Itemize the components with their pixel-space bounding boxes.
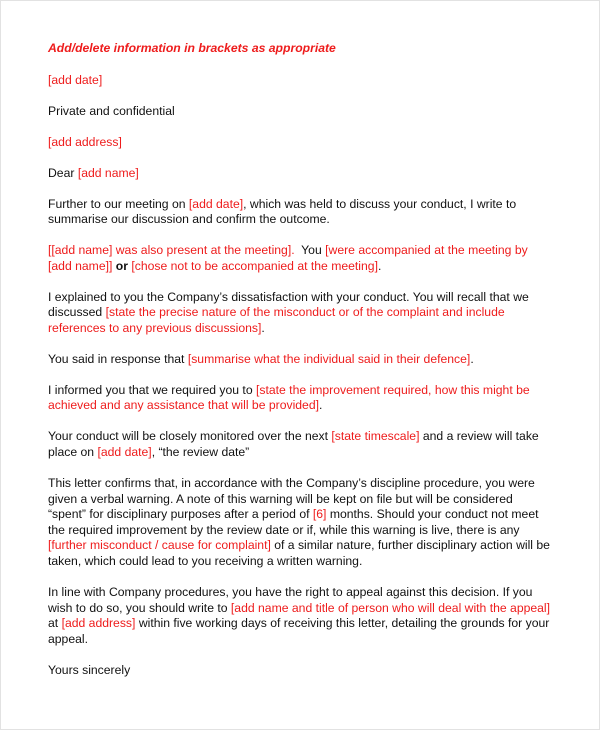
paragraph-line: given a verbal warning. A note of this warning will be kept on file but will be considered — [48, 491, 513, 506]
placeholder-defence-summary: [summarise what the individual said in their defence] — [187, 351, 471, 366]
paragraph-response — [48, 352, 548, 368]
text-run: . — [261, 320, 265, 335]
confidential-label: Private and confidential — [48, 103, 175, 118]
paragraph-warning — [48, 476, 548, 570]
paragraph-monitoring — [48, 429, 548, 460]
paragraph-line: the required improvement by the review date or if, while this warning is live, there is any — [48, 522, 520, 537]
letter-body — [48, 41, 551, 694]
text-run: , which was held to discuss your conduct, I write to — [243, 196, 517, 211]
placeholder-improvement: [state the improvement required, how this might be — [255, 382, 530, 397]
text-run: . — [319, 398, 323, 413]
salutation — [48, 166, 548, 182]
paragraph-line: taken, which could lead to you receiving a written warning. — [48, 553, 363, 568]
paragraph-present — [48, 243, 548, 274]
placeholder-meeting-date: [add date] — [188, 196, 244, 211]
placeholder-references: references to any previous discussions] — [48, 320, 262, 335]
placeholder-not-accompanied: [chose not to be accompanied at the meeting] — [131, 258, 378, 273]
paragraph-line — [48, 445, 548, 461]
text-run: I informed you that we required you to — [48, 382, 253, 397]
date-placeholder: [add date] — [48, 72, 103, 87]
address-placeholder: [add address] — [48, 134, 122, 149]
placeholder-appeal-address: [add address] — [61, 616, 136, 631]
paragraph-line — [48, 600, 551, 617]
paragraph-line — [48, 616, 548, 632]
placeholder-accompanied-name: [add name]] — [48, 258, 113, 273]
paragraph-appeal — [48, 584, 551, 647]
text-run: months. Should your conduct not meet — [329, 507, 539, 522]
paragraph-meeting — [48, 197, 548, 228]
paragraph-line: summarise our discussion and confirm the outcome. — [48, 212, 330, 227]
placeholder-appeal-contact: [add name and title of person who will deal with the appeal] — [230, 600, 551, 615]
salutation-name-placeholder: [add name] — [77, 165, 139, 180]
instruction-heading: Add/delete information in brackets as appropriate — [48, 41, 336, 55]
paragraph-line — [48, 383, 548, 399]
paragraph-line — [48, 398, 548, 414]
paragraph-line — [48, 321, 548, 337]
text-run: and a review will take — [422, 429, 539, 444]
placeholder-present: [[add name] was also present at the meeting]. — [48, 243, 295, 258]
paragraph-improvement — [48, 383, 548, 414]
paragraph-line: appeal. — [48, 631, 88, 646]
text-run: . — [377, 258, 382, 273]
text-run: at — [48, 616, 59, 631]
paragraph-line: This letter confirms that, in accordance with the Company’s discipline procedure, you were — [48, 476, 535, 490]
paragraph-line — [48, 507, 548, 523]
text-run: of a similar nature, further disciplinary action will be — [274, 538, 550, 553]
placeholder-further-misconduct: [further misconduct / cause for complaint] — [48, 538, 271, 553]
closing: Yours sincerely — [48, 662, 131, 677]
text-run: . — [470, 351, 474, 366]
paragraph-line — [48, 429, 548, 445]
text-run: wish to do so, you should write to — [48, 600, 228, 615]
text-run: place on — [48, 445, 95, 460]
text-run: , “the review date” — [151, 445, 250, 460]
paragraph-line: In line with Company procedures, you have the right to appeal against this decision. If you — [48, 584, 533, 599]
paragraph-line: I explained to you the Company’s dissatisfaction with your conduct. You will recall that we — [48, 289, 529, 304]
text-run: “spent” for disciplinary purposes after a period of — [48, 507, 310, 522]
placeholder-accompanied: [were accompanied at the meeting by — [325, 243, 528, 258]
text-run: Your conduct will be closely monitored over the next — [48, 429, 329, 444]
text-run: You — [301, 243, 322, 258]
placeholder-assistance: achieved and any assistance that will be provided] — [48, 398, 319, 413]
placeholder-review-date: [add date] — [97, 445, 152, 460]
paragraph-line — [48, 538, 548, 554]
text-run: within five working days of receiving this letter, detailing the grounds for your — [138, 616, 550, 631]
or-label: or — [115, 258, 128, 273]
text-run: Further to our meeting on — [48, 196, 186, 211]
paragraph-line — [48, 259, 548, 275]
placeholder-misconduct: [state the precise nature of the misconduct or of the complaint and include — [105, 305, 505, 320]
placeholder-period: [6] — [312, 507, 327, 522]
paragraph-line — [48, 305, 548, 321]
salutation-dear: Dear — [48, 165, 75, 180]
paragraph-line — [48, 243, 548, 259]
text-run: discussed — [48, 305, 103, 320]
paragraph-dissatisfaction — [48, 290, 548, 337]
text-run: You said in response that — [48, 351, 185, 366]
paragraph-line — [48, 197, 548, 213]
placeholder-timescale: [state timescale] — [331, 429, 420, 444]
